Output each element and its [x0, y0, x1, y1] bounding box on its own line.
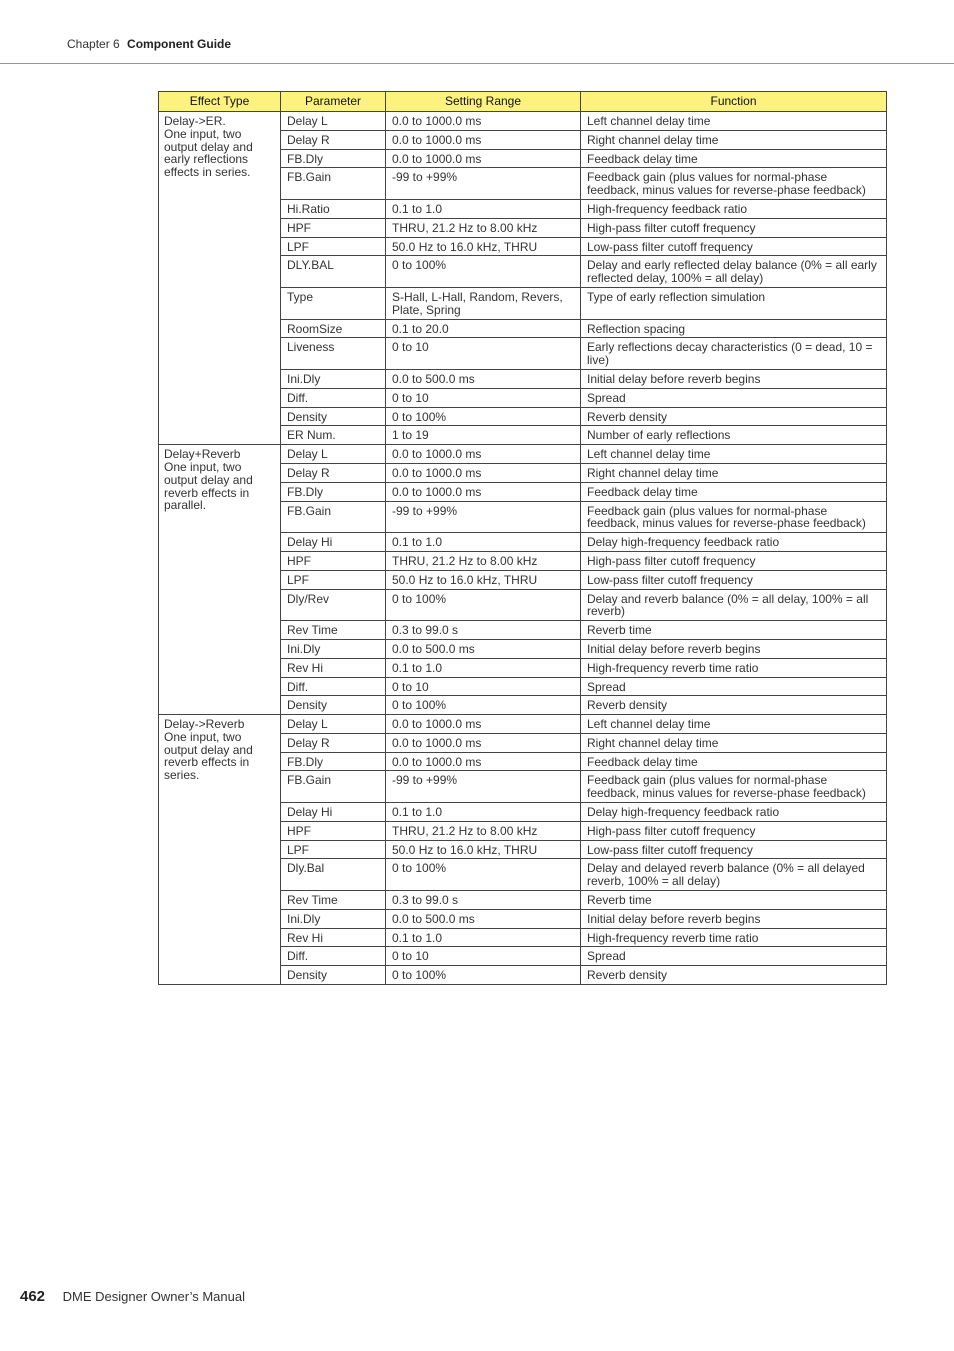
column-header-effect-type: Effect Type	[159, 92, 281, 112]
parameter-cell: HPF	[281, 551, 386, 570]
setting-range-cell: 0.3 to 99.0 s	[386, 621, 581, 640]
function-cell: Reverb time	[581, 891, 887, 910]
setting-range-cell: 0 to 10	[386, 338, 581, 370]
parameter-cell: Diff.	[281, 677, 386, 696]
parameter-cell: Ini.Dly	[281, 369, 386, 388]
parameter-cell: Diff.	[281, 388, 386, 407]
function-cell: High-frequency reverb time ratio	[581, 658, 887, 677]
setting-range-cell: 0.1 to 20.0	[386, 319, 581, 338]
setting-range-cell: 0.1 to 1.0	[386, 803, 581, 822]
setting-range-cell: 50.0 Hz to 16.0 kHz, THRU	[386, 840, 581, 859]
parameter-cell: Density	[281, 407, 386, 426]
function-cell: Early reflections decay characteristics (0 = dead, 10 = live)	[581, 338, 887, 370]
parameter-cell: Liveness	[281, 338, 386, 370]
chapter-label: Chapter 6	[67, 37, 120, 51]
setting-range-cell: 0.0 to 1000.0 ms	[386, 463, 581, 482]
setting-range-cell: 0.0 to 1000.0 ms	[386, 112, 581, 131]
setting-range-cell: 0 to 100%	[386, 859, 581, 891]
setting-range-cell: 0.0 to 1000.0 ms	[386, 482, 581, 501]
function-cell: Delay and delayed reverb balance (0% = all delayed reverb, 100% = all delay)	[581, 859, 887, 891]
setting-range-cell: 0.1 to 1.0	[386, 928, 581, 947]
setting-range-cell: -99 to +99%	[386, 501, 581, 533]
function-cell: High-pass filter cutoff frequency	[581, 551, 887, 570]
effect-type-cell: Delay->Reverb One input, two output delay and reverb effects in series.	[159, 715, 281, 985]
setting-range-cell: THRU, 21.2 Hz to 8.00 kHz	[386, 551, 581, 570]
setting-range-cell: 0.0 to 500.0 ms	[386, 909, 581, 928]
parameter-cell: DLY.BAL	[281, 256, 386, 288]
parameter-cell: Rev Time	[281, 891, 386, 910]
setting-range-cell: 0.0 to 1000.0 ms	[386, 149, 581, 168]
chapter-title: Component Guide	[127, 37, 232, 51]
setting-range-cell: S-Hall, L-Hall, Random, Revers, Plate, Spring	[386, 287, 581, 319]
function-cell: High-pass filter cutoff frequency	[581, 218, 887, 237]
table-header-row	[159, 92, 887, 112]
parameter-cell: Delay Hi	[281, 533, 386, 552]
function-cell: Feedback gain (plus values for normal-phase feedback, minus values for reverse-phase feedback)	[581, 771, 887, 803]
function-cell: Low-pass filter cutoff frequency	[581, 570, 887, 589]
function-cell: Number of early reflections	[581, 426, 887, 445]
setting-range-cell: 0.0 to 1000.0 ms	[386, 752, 581, 771]
parameter-cell: LPF	[281, 570, 386, 589]
setting-range-cell: 50.0 Hz to 16.0 kHz, THRU	[386, 237, 581, 256]
parameter-cell: Rev Time	[281, 621, 386, 640]
setting-range-cell: 0.0 to 1000.0 ms	[386, 445, 581, 464]
function-cell: Feedback gain (plus values for normal-phase feedback, minus values for reverse-phase feedback)	[581, 168, 887, 200]
page-header	[67, 37, 231, 51]
function-cell: Reverb density	[581, 407, 887, 426]
function-cell: Low-pass filter cutoff frequency	[581, 840, 887, 859]
parameter-cell: HPF	[281, 218, 386, 237]
setting-range-cell: 0 to 100%	[386, 966, 581, 985]
function-cell: Feedback delay time	[581, 482, 887, 501]
column-header-parameter: Parameter	[281, 92, 386, 112]
setting-range-cell: 0.0 to 500.0 ms	[386, 369, 581, 388]
setting-range-cell: THRU, 21.2 Hz to 8.00 kHz	[386, 821, 581, 840]
page-number: 462	[20, 1288, 46, 1305]
effect-type-cell: Delay->ER. One input, two output delay and early reflections effects in series.	[159, 112, 281, 445]
parameter-cell: Delay L	[281, 715, 386, 734]
parameter-cell: FB.Gain	[281, 771, 386, 803]
setting-range-cell: 0.3 to 99.0 s	[386, 891, 581, 910]
function-cell: Feedback gain (plus values for normal-phase feedback, minus values for reverse-phase feedback)	[581, 501, 887, 533]
function-cell: Initial delay before reverb begins	[581, 369, 887, 388]
parameter-cell: Ini.Dly	[281, 639, 386, 658]
parameter-cell: Delay Hi	[281, 803, 386, 822]
column-header-function: Function	[581, 92, 887, 112]
parameter-cell: Delay L	[281, 445, 386, 464]
setting-range-cell: 0 to 100%	[386, 589, 581, 621]
function-cell: Initial delay before reverb begins	[581, 639, 887, 658]
parameter-cell: Delay R	[281, 733, 386, 752]
function-cell: Delay high-frequency feedback ratio	[581, 803, 887, 822]
setting-range-cell: 0 to 10	[386, 947, 581, 966]
setting-range-cell: 0.1 to 1.0	[386, 199, 581, 218]
parameter-cell: Type	[281, 287, 386, 319]
function-cell: Type of early reflection simulation	[581, 287, 887, 319]
function-cell: Spread	[581, 677, 887, 696]
setting-range-cell: 0 to 100%	[386, 407, 581, 426]
function-cell: Feedback delay time	[581, 752, 887, 771]
parameter-cell: Delay L	[281, 112, 386, 131]
setting-range-cell: 0.0 to 1000.0 ms	[386, 715, 581, 734]
setting-range-cell: 50.0 Hz to 16.0 kHz, THRU	[386, 570, 581, 589]
header-divider	[0, 63, 954, 64]
function-cell: Low-pass filter cutoff frequency	[581, 237, 887, 256]
setting-range-cell: 0 to 100%	[386, 696, 581, 715]
function-cell: Left channel delay time	[581, 715, 887, 734]
page-footer	[20, 1288, 245, 1305]
setting-range-cell: THRU, 21.2 Hz to 8.00 kHz	[386, 218, 581, 237]
parameter-cell: Delay R	[281, 463, 386, 482]
parameter-cell: LPF	[281, 237, 386, 256]
setting-range-cell: 1 to 19	[386, 426, 581, 445]
function-cell: Left channel delay time	[581, 445, 887, 464]
parameter-cell: Rev Hi	[281, 928, 386, 947]
parameter-cell: ER Num.	[281, 426, 386, 445]
function-cell: Reverb density	[581, 966, 887, 985]
parameter-cell: FB.Dly	[281, 752, 386, 771]
function-cell: Feedback delay time	[581, 149, 887, 168]
table-body	[159, 112, 887, 985]
manual-title: DME Designer Owner’s Manual	[62, 1289, 245, 1304]
effect-type-cell: Delay+Reverb One input, two output delay and reverb effects in parallel.	[159, 445, 281, 715]
setting-range-cell: 0 to 100%	[386, 256, 581, 288]
table-row	[159, 715, 887, 734]
parameter-cell: Dly/Rev	[281, 589, 386, 621]
parameter-cell: LPF	[281, 840, 386, 859]
setting-range-cell: 0.1 to 1.0	[386, 658, 581, 677]
setting-range-cell: 0 to 10	[386, 677, 581, 696]
setting-range-cell: 0.0 to 500.0 ms	[386, 639, 581, 658]
function-cell: Right channel delay time	[581, 130, 887, 149]
setting-range-cell: 0.0 to 1000.0 ms	[386, 130, 581, 149]
table-row	[159, 112, 887, 131]
setting-range-cell: 0.0 to 1000.0 ms	[386, 733, 581, 752]
parameter-cell: Hi.Ratio	[281, 199, 386, 218]
function-cell: High-frequency reverb time ratio	[581, 928, 887, 947]
column-header-setting-range: Setting Range	[386, 92, 581, 112]
function-cell: Delay and early reflected delay balance (0% = all early reflected delay, 100% = all delay)	[581, 256, 887, 288]
function-cell: High-frequency feedback ratio	[581, 199, 887, 218]
parameter-cell: FB.Gain	[281, 501, 386, 533]
setting-range-cell: -99 to +99%	[386, 168, 581, 200]
function-cell: Reverb density	[581, 696, 887, 715]
effect-parameter-table	[158, 91, 887, 985]
function-cell: Delay high-frequency feedback ratio	[581, 533, 887, 552]
parameter-cell: FB.Gain	[281, 168, 386, 200]
parameter-cell: FB.Dly	[281, 149, 386, 168]
function-cell: Right channel delay time	[581, 463, 887, 482]
function-cell: Spread	[581, 388, 887, 407]
parameter-cell: HPF	[281, 821, 386, 840]
parameter-cell: Delay R	[281, 130, 386, 149]
parameter-cell: Density	[281, 696, 386, 715]
parameter-cell: Ini.Dly	[281, 909, 386, 928]
parameter-cell: Rev Hi	[281, 658, 386, 677]
setting-range-cell: 0.1 to 1.0	[386, 533, 581, 552]
parameter-cell: Diff.	[281, 947, 386, 966]
parameter-cell: Dly.Bal	[281, 859, 386, 891]
function-cell: Spread	[581, 947, 887, 966]
function-cell: Right channel delay time	[581, 733, 887, 752]
table-row	[159, 445, 887, 464]
function-cell: Initial delay before reverb begins	[581, 909, 887, 928]
function-cell: Reverb time	[581, 621, 887, 640]
parameter-cell: RoomSize	[281, 319, 386, 338]
parameter-cell: FB.Dly	[281, 482, 386, 501]
function-cell: Reflection spacing	[581, 319, 887, 338]
setting-range-cell: 0 to 10	[386, 388, 581, 407]
function-cell: Delay and reverb balance (0% = all delay, 100% = all reverb)	[581, 589, 887, 621]
setting-range-cell: -99 to +99%	[386, 771, 581, 803]
function-cell: Left channel delay time	[581, 112, 887, 131]
function-cell: High-pass filter cutoff frequency	[581, 821, 887, 840]
parameter-cell: Density	[281, 966, 386, 985]
